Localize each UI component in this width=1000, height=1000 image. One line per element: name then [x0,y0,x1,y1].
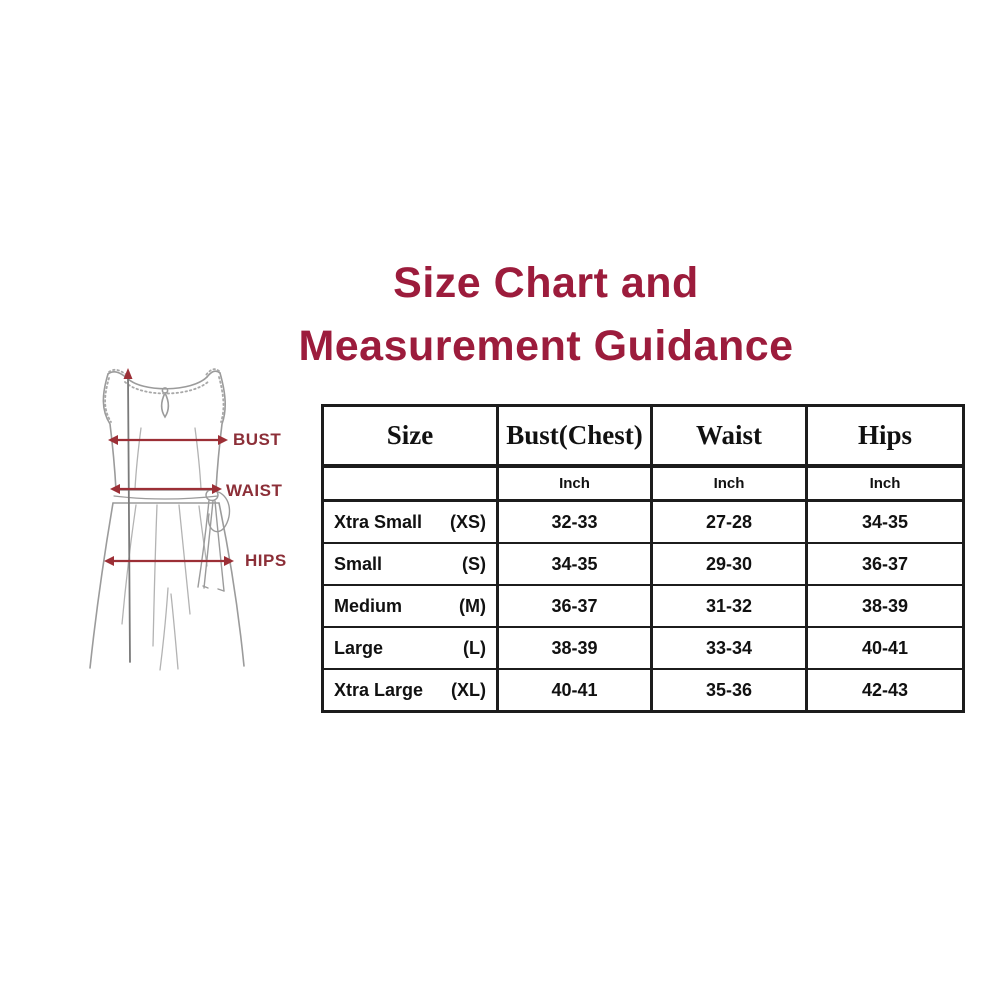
col-header-hips: Hips [807,406,964,467]
dress-outline [90,369,244,670]
table-row-s [323,543,964,585]
size-abbr: (M) [459,595,486,616]
dress-sketch-icon [62,356,307,696]
size-name: Xtra Small [334,511,423,532]
bust-cell: 34-35 [498,543,652,585]
size-cell [323,543,498,585]
measurement-diagram [62,356,307,696]
measurement-arrows [104,368,234,566]
col-header-waist: Waist [652,406,807,467]
table-header-row [323,406,964,467]
size-name: Large [334,637,384,658]
table-row-xs [323,501,964,544]
size-name: Xtra Large [334,679,424,700]
hips-arrow [104,556,234,566]
waist-cell: 29-30 [652,543,807,585]
size-abbr: (XS) [450,511,486,532]
hips-cell: 42-43 [807,669,964,712]
page-title-line1: Size Chart and [393,259,699,307]
skirt-fold-lines [122,505,207,670]
unit-cell-bust: Inch [498,466,652,501]
waist-cell: 35-36 [652,669,807,712]
size-cell [323,627,498,669]
hips-label: HIPS [245,551,287,570]
bust-arrow [108,435,228,445]
hips-cell: 36-37 [807,543,964,585]
bust-cell: 40-41 [498,669,652,712]
size-name: Small [334,553,383,574]
waist-cell: 27-28 [652,501,807,544]
bust-cell: 38-39 [498,627,652,669]
unit-cell-empty [323,466,498,501]
table-unit-row [323,466,964,501]
waist-sash [198,490,230,592]
waist-label: WAIST [226,481,283,500]
table-row-xl [323,669,964,712]
hips-cell: 40-41 [807,627,964,669]
size-abbr: (S) [462,553,486,574]
waist-cell: 31-32 [652,585,807,627]
col-header-bust: Bust(Chest) [498,406,652,467]
bust-label: BUST [233,430,282,449]
bust-cell: 36-37 [498,585,652,627]
size-abbr: (L) [463,637,486,658]
unit-cell-hips: Inch [807,466,964,501]
waist-cell: 33-34 [652,627,807,669]
table-row-l [323,627,964,669]
table-row-m [323,585,964,627]
size-name: Medium [334,595,403,616]
size-cell [323,501,498,544]
hips-cell: 38-39 [807,585,964,627]
size-abbr: (XL) [451,679,486,700]
col-header-size: Size [323,406,498,467]
waist-arrow [110,484,222,494]
page-title-line2: Measurement Guidance [298,322,794,370]
bust-cell: 32-33 [498,501,652,544]
hips-cell: 34-35 [807,501,964,544]
length-line [128,377,130,662]
unit-cell-waist: Inch [652,466,807,501]
size-cell [323,669,498,712]
size-cell [323,585,498,627]
size-chart-table [321,404,965,713]
